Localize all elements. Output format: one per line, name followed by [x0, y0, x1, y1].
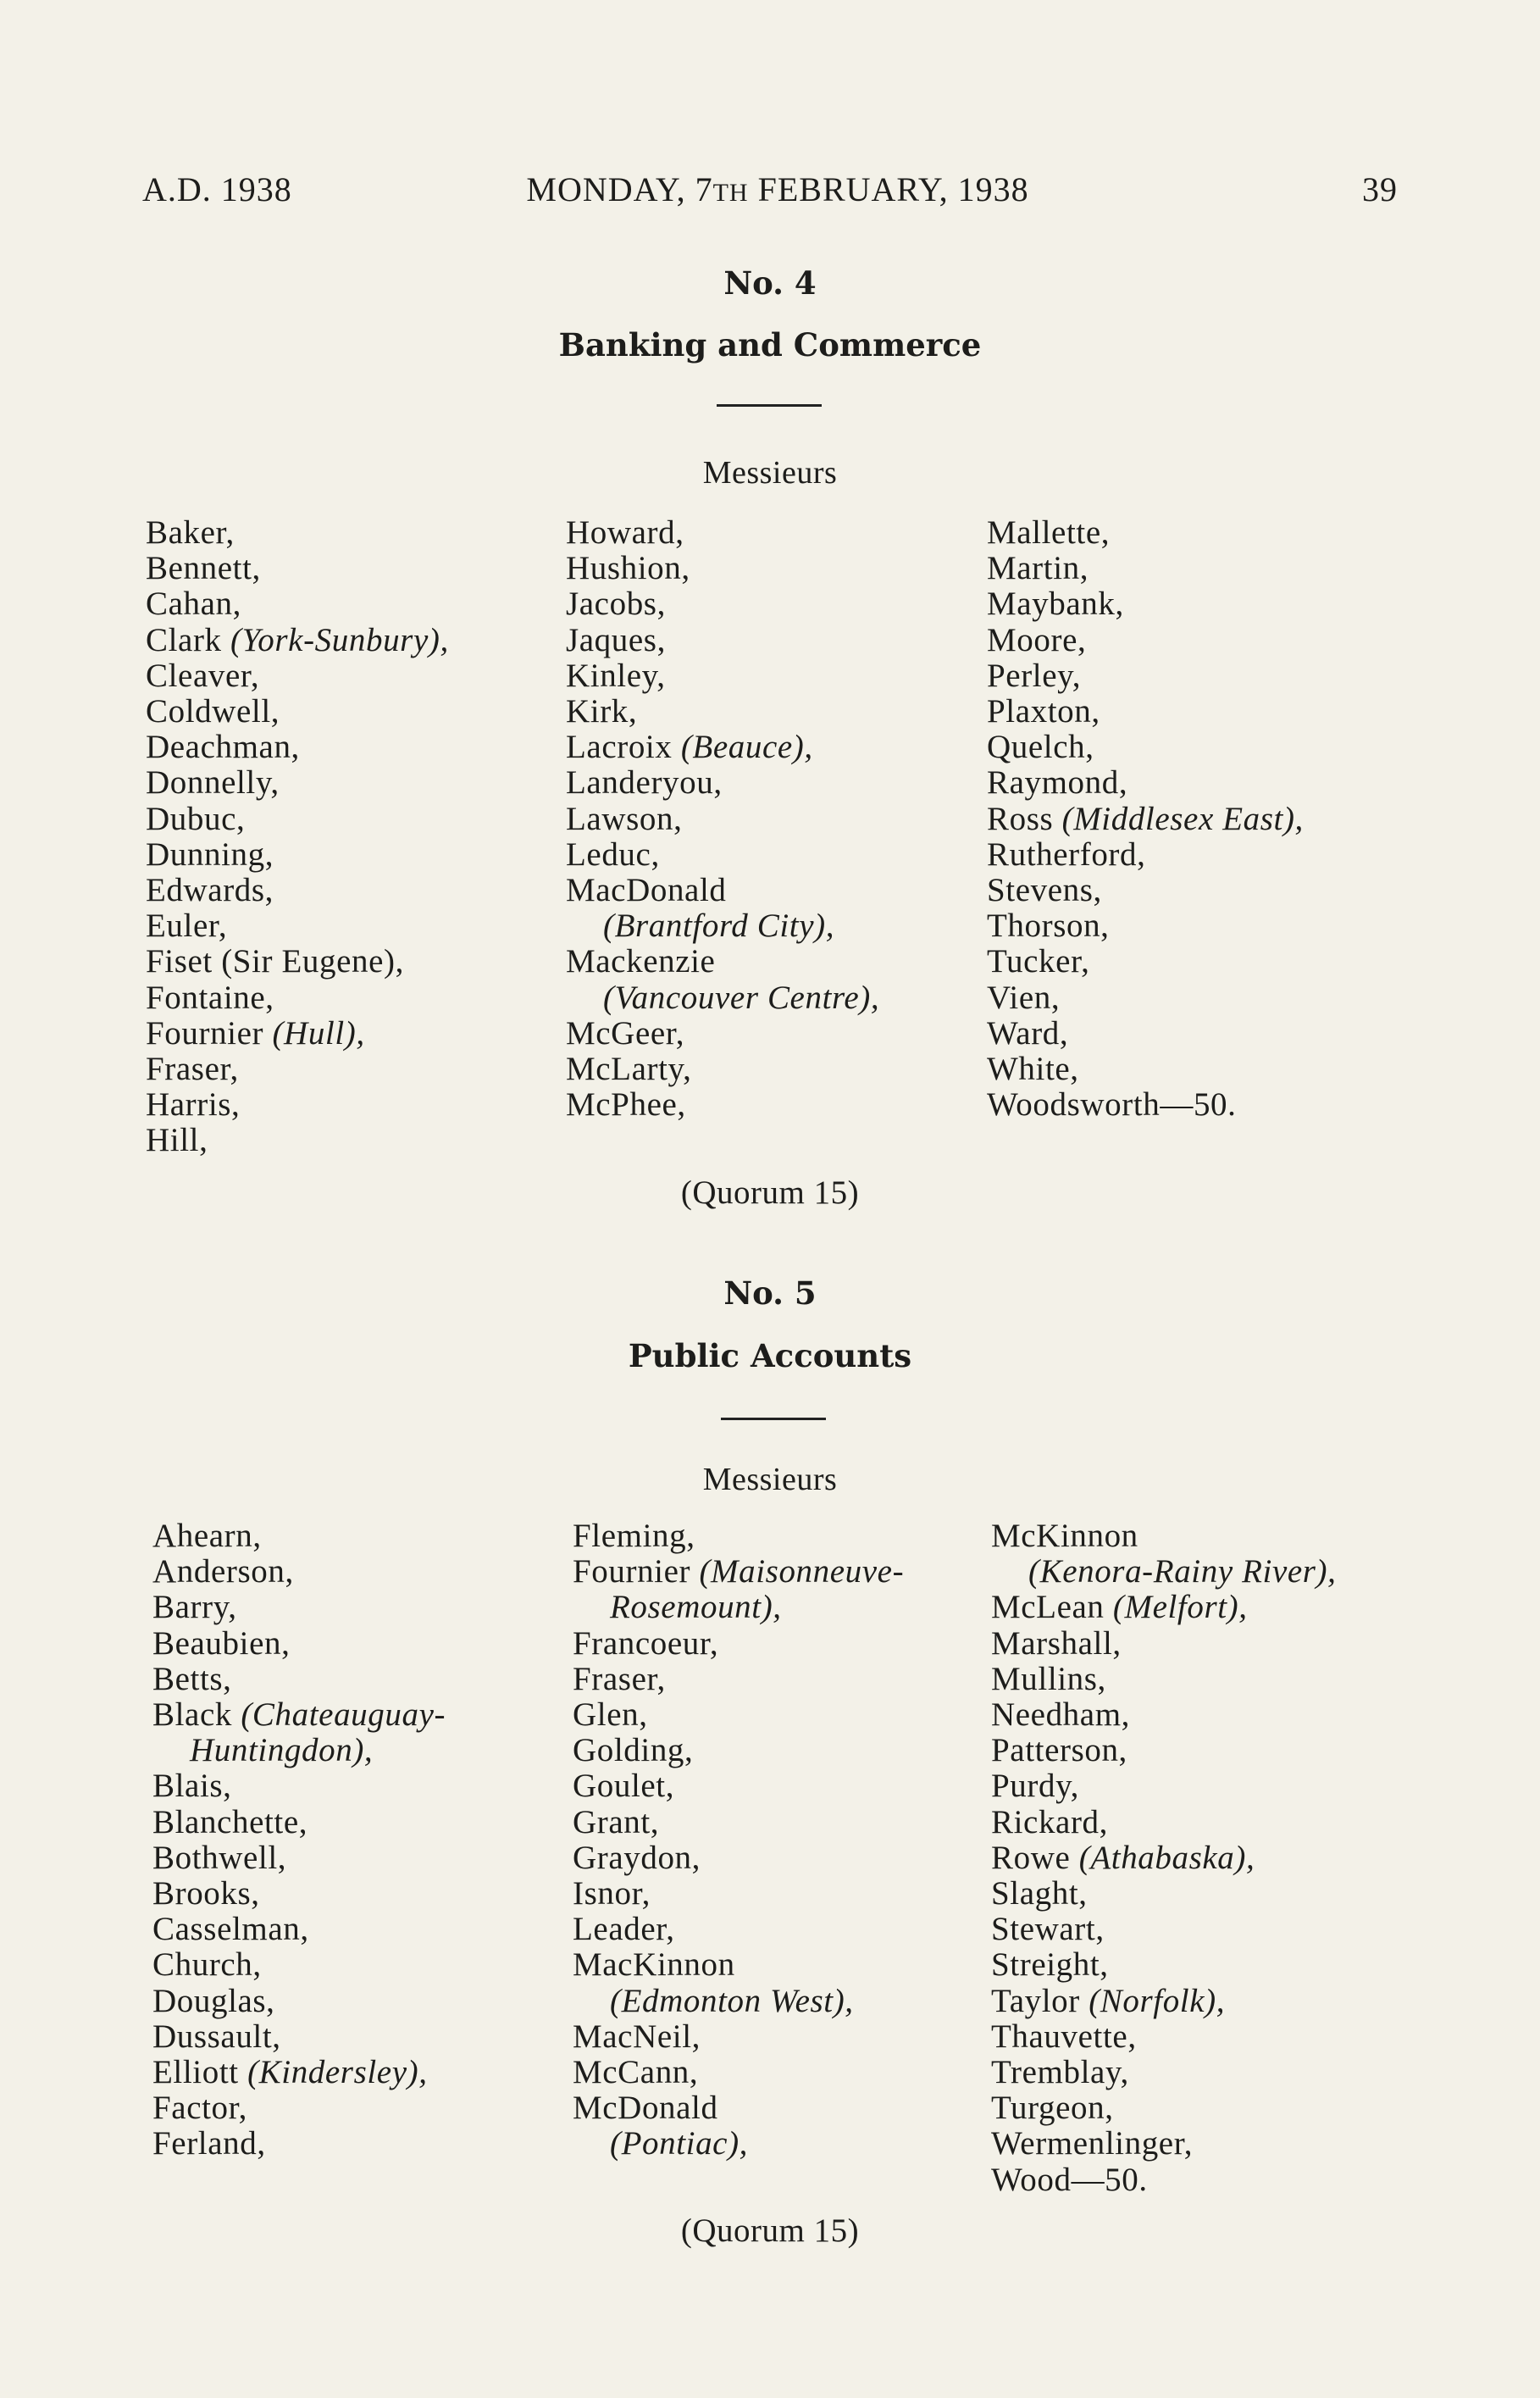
constituency: (Norfolk),: [1089, 1982, 1226, 2019]
constituency: (York-Sunbury),: [230, 621, 449, 658]
member-entry: Wermenlinger,: [991, 2125, 1194, 2162]
member-entry: Mullins,: [991, 1660, 1106, 1697]
member-entry: Lacroix (Beauce),: [566, 729, 813, 766]
member-entry: Dunning,: [146, 835, 274, 873]
member-entry: McLarty,: [566, 1051, 692, 1088]
member-entry: Taylor (Norfolk),: [991, 1982, 1226, 2019]
member-entry: Patterson,: [991, 1732, 1127, 1769]
constituency: (Athabaska),: [1078, 1839, 1255, 1876]
constituency: (Kenora-Rainy River),: [1028, 1553, 1337, 1590]
member-entry: Blais,: [152, 1768, 232, 1805]
member-entry: Bennett,: [146, 550, 261, 587]
member-entry: Elliott (Kindersley),: [152, 2054, 428, 2091]
member-entry: Martin,: [987, 550, 1089, 587]
member-entry: Kinley,: [566, 657, 666, 694]
header-date: MONDAY, 7TH FEBRUARY, 1938: [526, 170, 1029, 208]
member-entry: Kirk,: [566, 693, 638, 730]
member-entry: Ross (Middlesex East),: [987, 800, 1304, 837]
member-entry: Slaght,: [991, 1875, 1088, 1912]
member-entry: Plaxton,: [987, 693, 1100, 730]
member-entry: Fraser,: [573, 1660, 666, 1697]
member-entry: Ferland,: [152, 2125, 266, 2162]
member-entry: Graydon,: [573, 1839, 701, 1876]
constituency: (Melfort),: [1112, 1589, 1248, 1626]
member-entry: Factor,: [152, 2090, 248, 2127]
member-entry: Fiset (Sir Eugene),: [146, 943, 404, 980]
member-entry: Mallette,: [987, 514, 1111, 551]
member-entry: Vien,: [987, 979, 1061, 1016]
member-entry: Cahan,: [146, 586, 241, 623]
member-entry: Fraser,: [146, 1051, 239, 1088]
member-entry: Marshall,: [991, 1624, 1122, 1662]
member-entry: Hill,: [146, 1122, 208, 1159]
member-entry: Baker,: [146, 514, 235, 551]
member-entry: Isnor,: [573, 1875, 651, 1912]
member-entry: [573, 2126, 904, 2162]
member-entry: [991, 1554, 1337, 1590]
constituency: (Hull),: [272, 1014, 365, 1052]
member-entry: [573, 1590, 904, 1625]
page-number: 39: [1362, 170, 1398, 208]
member-entry: Clark (York-Sunbury),: [146, 621, 449, 658]
member-entry: Francoeur,: [573, 1624, 719, 1662]
member-entry: [566, 980, 879, 1016]
constituency: (Vancouver Centre),: [603, 979, 880, 1016]
member-entry: Barry,: [152, 1589, 237, 1626]
member-entry: Brooks,: [152, 1875, 260, 1912]
member-entry: Purdy,: [991, 1768, 1079, 1805]
constituency: (Brantford City),: [603, 908, 835, 945]
committee-number: No. 4: [723, 264, 817, 302]
member-entry: Blanchette,: [152, 1803, 308, 1840]
constituency: Rosemount),: [610, 1589, 782, 1626]
committee-number: No. 5: [723, 1274, 817, 1312]
member-entry: Deachman,: [146, 729, 300, 766]
member-entry: Goulet,: [573, 1768, 675, 1805]
member-entry: Glen,: [573, 1696, 648, 1734]
member-entry: MacNeil,: [573, 2018, 701, 2055]
member-entry: Dussault,: [152, 2018, 281, 2055]
member-entry: Ahearn,: [152, 1518, 262, 1554]
member-entry: Fleming,: [573, 1518, 695, 1554]
member-entry: Perley,: [987, 657, 1082, 694]
member-entry: Wood—50.: [991, 2161, 1148, 2198]
member-entry: Euler,: [146, 908, 228, 945]
member-column: [152, 1518, 446, 2162]
constituency: (Chateauguay-: [241, 1696, 446, 1734]
constituency: (Kindersley),: [247, 2054, 428, 2091]
member-entry: Fontaine,: [146, 979, 274, 1016]
member-column: [566, 515, 879, 1123]
constituency: Huntingdon),: [190, 1732, 374, 1769]
header-year: A.D. 1938: [142, 170, 292, 208]
constituency: (Edmonton West),: [610, 1982, 854, 2019]
member-entry: McGeer,: [566, 1014, 685, 1052]
member-entry: Tucker,: [987, 943, 1090, 980]
member-entry: Landeryou,: [566, 764, 723, 802]
member-entry: Thauvette,: [991, 2018, 1137, 2055]
member-entry: McPhee,: [566, 1086, 686, 1124]
member-entry: Black (Chateauguay-: [152, 1696, 446, 1734]
member-entry: Harris,: [146, 1086, 241, 1124]
member-entry: McDonald: [573, 2090, 718, 2127]
member-column: [573, 1518, 904, 2162]
member-entry: [152, 1733, 446, 1768]
member-entry: Moore,: [987, 621, 1087, 658]
member-entry: Jaques,: [566, 621, 666, 658]
constituency: (Maisonneuve-: [699, 1553, 905, 1590]
member-entry: White,: [987, 1051, 1079, 1088]
quorum-note: (Quorum 15): [680, 2212, 860, 2249]
member-entry: Raymond,: [987, 764, 1128, 802]
member-entry: Stewart,: [991, 1911, 1105, 1948]
member-entry: Jacobs,: [566, 586, 666, 623]
member-entry: McKinnon: [991, 1518, 1138, 1554]
constituency: (Beauce),: [680, 729, 813, 766]
member-entry: Rickard,: [991, 1803, 1109, 1840]
committee-title: Banking and Commerce: [558, 326, 982, 364]
member-column: [146, 515, 449, 1159]
member-entry: Fournier (Hull),: [146, 1014, 365, 1052]
member-entry: Golding,: [573, 1732, 694, 1769]
member-entry: McLean (Melfort),: [991, 1589, 1248, 1626]
member-entry: Casselman,: [152, 1911, 309, 1948]
committee-title: Public Accounts: [628, 1337, 912, 1374]
member-entry: Stevens,: [987, 872, 1102, 909]
member-column: [991, 1518, 1337, 2198]
member-entry: Rutherford,: [987, 835, 1146, 873]
member-entry: Betts,: [152, 1660, 232, 1697]
member-entry: Church,: [152, 1946, 262, 1984]
member-entry: Streight,: [991, 1946, 1109, 1984]
member-entry: Hushion,: [566, 550, 690, 587]
messieurs-heading: Messieurs: [702, 1462, 838, 1497]
member-entry: Mackenzie: [566, 943, 716, 980]
member-entry: Leader,: [573, 1911, 675, 1948]
title-rule: [721, 1418, 826, 1420]
member-entry: Lawson,: [566, 800, 683, 837]
constituency: (Middlesex East),: [1061, 800, 1304, 837]
member-entry: Rowe (Athabaska),: [991, 1839, 1255, 1876]
member-entry: [566, 908, 879, 944]
member-entry: Anderson,: [152, 1553, 294, 1590]
member-entry: Ward,: [987, 1014, 1069, 1052]
member-entry: Thorson,: [987, 908, 1110, 945]
member-entry: Dubuc,: [146, 800, 246, 837]
member-entry: Beaubien,: [152, 1624, 291, 1662]
member-entry: [573, 1984, 904, 2019]
member-entry: Cleaver,: [146, 657, 260, 694]
member-entry: Woodsworth—50.: [987, 1086, 1237, 1124]
member-entry: McCann,: [573, 2054, 699, 2091]
member-entry: Needham,: [991, 1696, 1130, 1734]
member-entry: MacKinnon: [573, 1946, 735, 1984]
member-entry: Howard,: [566, 514, 684, 551]
member-entry: Maybank,: [987, 586, 1124, 623]
quorum-note: (Quorum 15): [680, 1174, 860, 1211]
member-entry: Quelch,: [987, 729, 1094, 766]
member-entry: Tremblay,: [991, 2054, 1129, 2091]
messieurs-heading: Messieurs: [702, 455, 838, 491]
member-entry: Douglas,: [152, 1982, 275, 2019]
member-entry: Leduc,: [566, 835, 660, 873]
constituency: (Pontiac),: [610, 2125, 749, 2162]
member-entry: MacDonald: [566, 872, 727, 909]
title-rule: [717, 404, 822, 407]
member-entry: Turgeon,: [991, 2090, 1114, 2127]
member-entry: Bothwell,: [152, 1839, 287, 1876]
member-entry: Grant,: [573, 1803, 660, 1840]
member-entry: Donnelly,: [146, 764, 280, 802]
member-entry: Coldwell,: [146, 693, 280, 730]
member-entry: Edwards,: [146, 872, 274, 909]
member-column: [987, 515, 1304, 1123]
member-entry: Fournier (Maisonneuve-: [573, 1553, 905, 1590]
